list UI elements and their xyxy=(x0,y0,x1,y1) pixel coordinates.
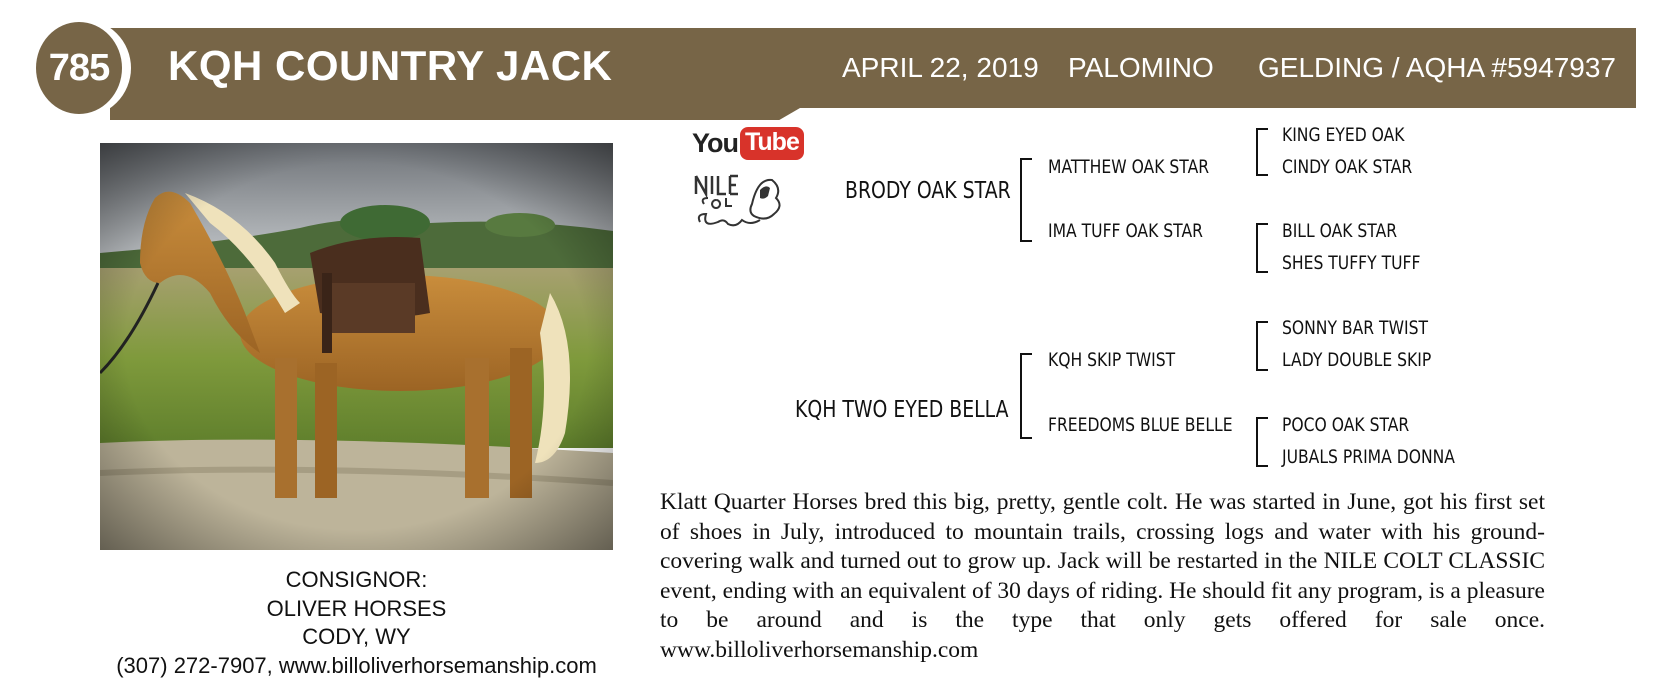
nile-colt-classic-icon[interactable] xyxy=(690,170,786,236)
consignor-location: CODY, WY xyxy=(302,624,411,649)
consignor-label: CONSIGNOR: xyxy=(285,567,428,592)
consignor-name: OLIVER HORSES xyxy=(266,595,447,621)
dam-dam-sire: POCO OAK STAR xyxy=(1282,414,1410,436)
bracket-sire-sire xyxy=(1256,128,1268,176)
bracket-dam-dam xyxy=(1256,417,1268,467)
dam: KQH TWO EYED BELLA xyxy=(795,397,1009,423)
lot-number: 785 xyxy=(48,46,110,89)
dam-dam-dam: JUBALS PRIMA DONNA xyxy=(1282,446,1455,468)
bracket-dam-sire xyxy=(1256,321,1268,371)
dam-sire: KQH SKIP TWIST xyxy=(1048,349,1176,371)
consignor-contact[interactable]: (307) 272-7907, www.billoliverhorsemanship.com xyxy=(116,652,597,678)
description: Klatt Quarter Horses bred this big, pretty, gentle colt. He was started in June, got his first set of shoes in July, introduced to mountain trails, crossing logs and water with his ground-covering walk and turned out to grow up. Jack will be restarted in the NILE COLT CLASSIC event, ending with an equivalent of 30 days of riding. He should fit any program, is a pleasure to be around and is the type that only gets offered for sale once. www.billoliverhorsemanship.com xyxy=(660,489,1545,663)
sire-sire-dam: CINDY OAK STAR xyxy=(1282,156,1413,178)
bracket-dam xyxy=(1020,353,1032,439)
horse-photo xyxy=(100,143,613,550)
sex-registration: GELDING / AQHA #5947937 xyxy=(1258,52,1616,83)
horse-photo-illustration xyxy=(100,143,613,550)
sire: BRODY OAK STAR xyxy=(845,178,1011,204)
youtube-you: You xyxy=(692,127,738,158)
sire-dam-dam: SHES TUFFY TUFF xyxy=(1282,252,1421,274)
lot-badge xyxy=(36,22,122,114)
foal-date: APRIL 22, 2019 xyxy=(842,52,1039,83)
sire-dam-sire: BILL OAK STAR xyxy=(1282,220,1398,242)
dam-sire-sire: SONNY BAR TWIST xyxy=(1282,317,1428,339)
sire-sire-sire: KING EYED OAK xyxy=(1282,124,1405,146)
sire-sire: MATTHEW OAK STAR xyxy=(1048,156,1210,178)
dam-sire-dam: LADY DOUBLE SKIP xyxy=(1282,349,1432,371)
youtube-icon[interactable] xyxy=(692,124,804,162)
bracket-sire-dam xyxy=(1256,223,1268,273)
dam-dam: FREEDOMS BLUE BELLE xyxy=(1048,414,1233,436)
consignor-block xyxy=(100,566,613,680)
horse-color: PALOMINO xyxy=(1068,52,1214,83)
bracket-sire xyxy=(1020,158,1032,242)
sire-dam: IMA TUFF OAK STAR xyxy=(1048,220,1203,242)
youtube-tube: Tube xyxy=(740,127,804,160)
horse-name: KQH COUNTRY JACK xyxy=(168,42,613,89)
header-band-tab xyxy=(110,108,800,120)
